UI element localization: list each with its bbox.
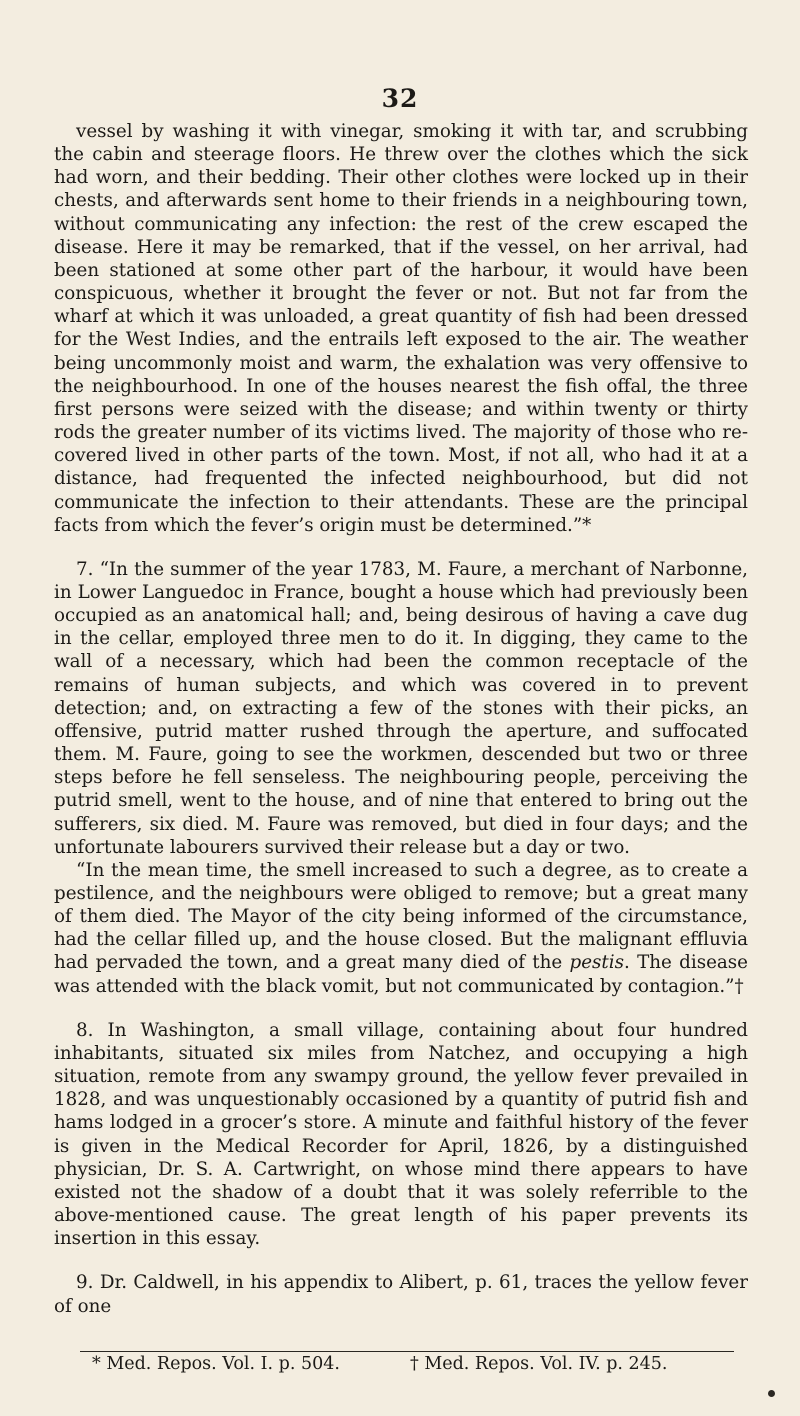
paragraph-9: 9. Dr. Caldwell, in his appendix to Alibert, p. 61, traces the yellow fever of one (54, 1272, 748, 1317)
latin-term: pestis (569, 952, 624, 974)
page-number: 32 (381, 84, 419, 113)
footnote-2: † Med. Repos. Vol. IV. p. 245. (410, 1354, 668, 1374)
paragraph-7: 7. “In the summer of the year 1783, M. Faure, a merchant of Narbonne, in Lower Languedoc in France, bought a house which had previously been occupied as an anatomical hall; and, being desirous of having a cave dug in the cellar, employed three men to do it. In digging, they came to the wall of a necessary, which had been the common receptacle of the remains of human subjects, and which was covered in to prevent detection; and, on extracting a few of the stones with their picks, an offensive, putrid matter rushed through the aperture, and suffocated them. M. Faure, going to see the workmen, descended but two or three steps before he fell senseless. The neighbouring people, perceiving the putrid smell, went to the house, and of nine that entered to bring out the sufferers, six died. M. Faure was removed, but died in four days; and the unfortunate labourers survived their release but a day or two. (54, 558, 748, 858)
paragraph-continuation: vessel by washing it with vinegar, smoking it with tar, and scrubbing the cabin and steerage floors. He threw over the clothes which the sick had worn, and their bedding. Their other clothes were locked up in their chests, and afterwards sent home to their friends in a neighbouring town, without communicating any infection: the rest of the crew escaped the disease. Here it may be remarked, that if the vessel, on her arrival, had been stationed at some other part of the harbour, it would have been conspicuous, whether it brought the fever or not. But not far from the wharf at which it was unloaded, a great quantity of fish had been dressed for the West Indies, and the entrails left exposed to the air. The weather being uncommonly moist and warm, the exhalation was very offensive to the neighbourhood. In one of the houses nearest the fish offal, the three first persons were seized with the disease; and within twenty or thirty rods the greater number of its victims lived. The majority of those who recovered lived in other parts of the town. Most, if not all, who had it at a distance, had frequented the infected neighbourhood, but did not communicate the infection to their attendants. These are the principal facts from which the fever’s origin must be determined.”* (54, 121, 748, 536)
footnote-rule (80, 1351, 734, 1352)
paragraph-8: 8. In Washington, a small village, containing about four hundred inhabitants, situated six miles from Natchez, and occupying a high situation, remote from any swampy ground, the yellow fever prevailed in 1828, and was unquestionably occasioned by a quantity of putrid fish and hams lodged in a grocer’s store. A minute and faithful history of the fever is given in the Medical Recorder for April, 1826, by a distinguished physician, Dr. S. A. Cartwright, on whose mind there appears to have existed not the shadow of a doubt that it was solely referrible to the above-mentioned cause. The great length of his paper prevents its insertion in this essay. (54, 1019, 748, 1250)
footnotes (80, 1353, 734, 1376)
paragraph-7-continued: “In the mean time, the smell increased to such a degree, as to create a pestilence, and the neighbours were obliged to remove; but a great many of them died. The Mayor of the city being informed of the circumstance, had the cellar filled up, and the house closed. But the malignant effluvia had pervaded the town, and a great many died of the pestis. The disease was attended with the black vomit, but not communicated by contagion.”† (54, 859, 748, 997)
body-text (54, 120, 748, 1318)
footnote-1: * Med. Repos. Vol. I. p. 504. (92, 1354, 340, 1374)
ink-speck (768, 1390, 775, 1397)
